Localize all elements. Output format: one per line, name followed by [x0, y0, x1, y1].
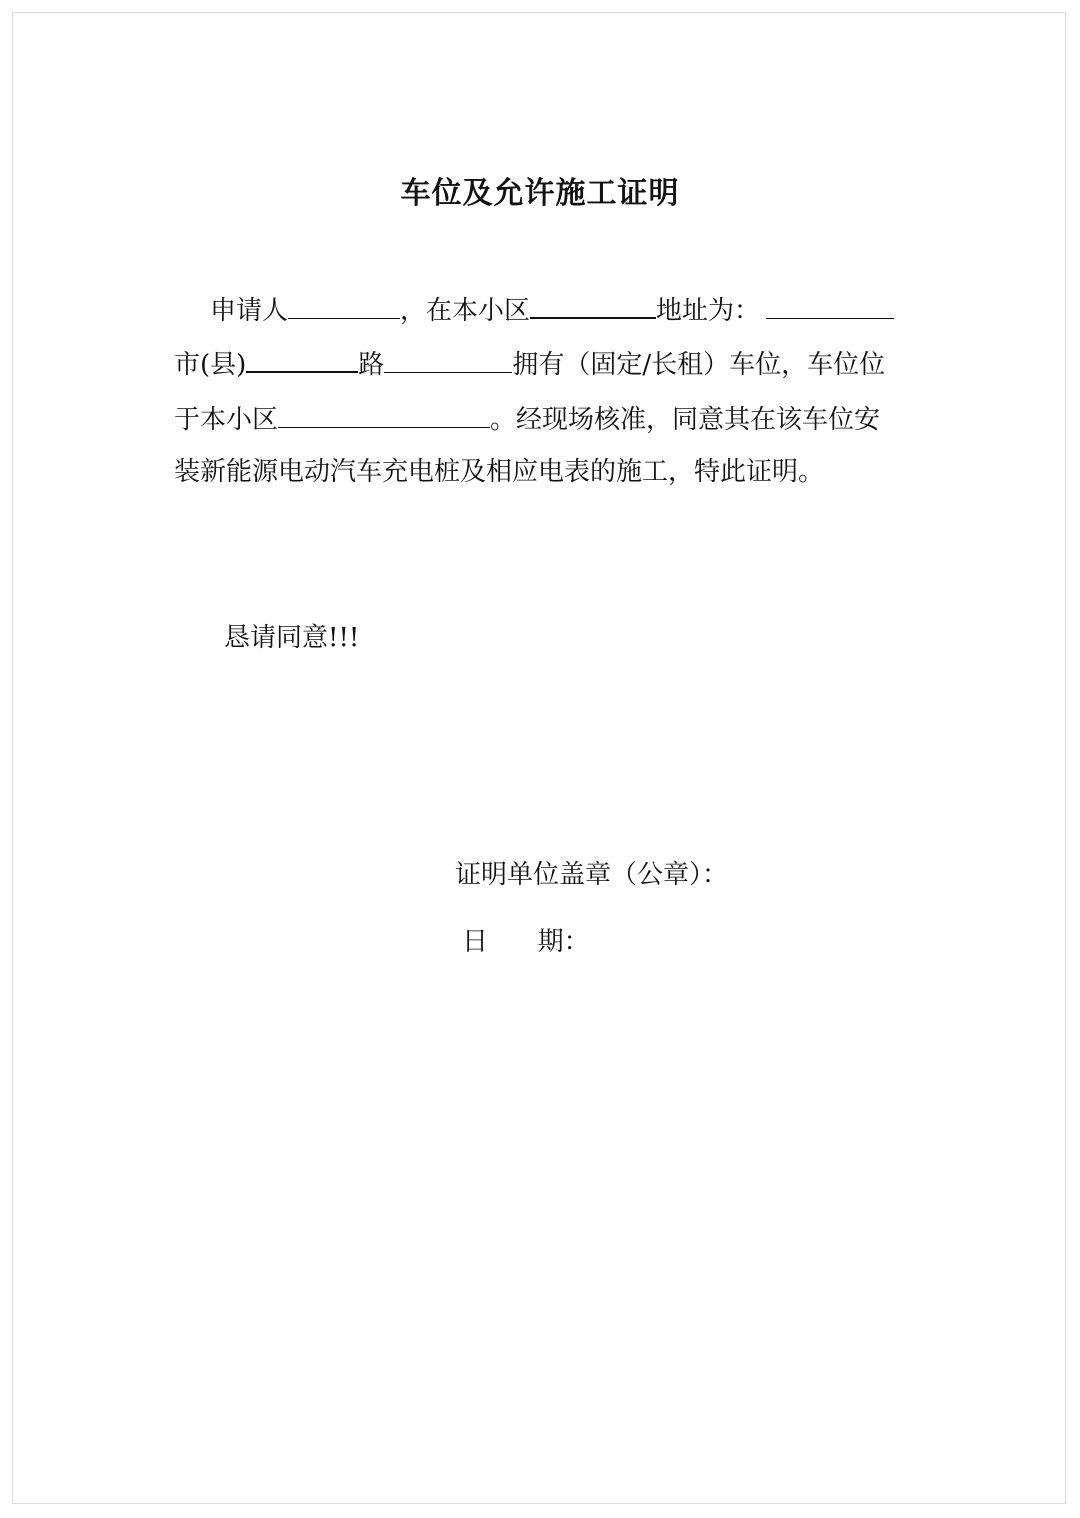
community-blank[interactable] — [530, 287, 656, 319]
verified-text: 。经现场核准，同意其在该车位安 — [490, 405, 881, 435]
applicant-blank[interactable] — [288, 288, 400, 319]
body-line-3 — [174, 397, 880, 440]
seal-label: 证明单位盖章（公章）： — [455, 860, 729, 890]
document-title: 车位及允许施工证明 — [400, 176, 680, 211]
plea-text: 恳请同意!!! — [224, 623, 360, 653]
install-text: 装新能源电动汽车充电桩及相应电表的施工，特此证明。 — [174, 457, 825, 487]
city-blank[interactable] — [246, 341, 358, 373]
address-label: 地址为： — [656, 296, 761, 326]
city-label: 市(县) — [174, 350, 247, 380]
body-line-2 — [174, 341, 885, 385]
located-label: 于本小区 — [174, 405, 279, 435]
body-line-1 — [210, 287, 894, 331]
page-border — [12, 12, 1066, 1504]
community-label: ，在本小区 — [400, 296, 531, 326]
date-label: 日 期： — [462, 927, 590, 957]
road-blank[interactable] — [384, 342, 512, 373]
location-blank[interactable] — [278, 397, 490, 428]
road-label: 路 — [358, 350, 385, 380]
applicant-label: 申请人 — [210, 296, 289, 326]
body-line-4 — [174, 452, 824, 492]
address-blank[interactable] — [766, 288, 894, 319]
owns-parking-text: 拥有（固定/长租）车位，车位位 — [512, 350, 886, 380]
